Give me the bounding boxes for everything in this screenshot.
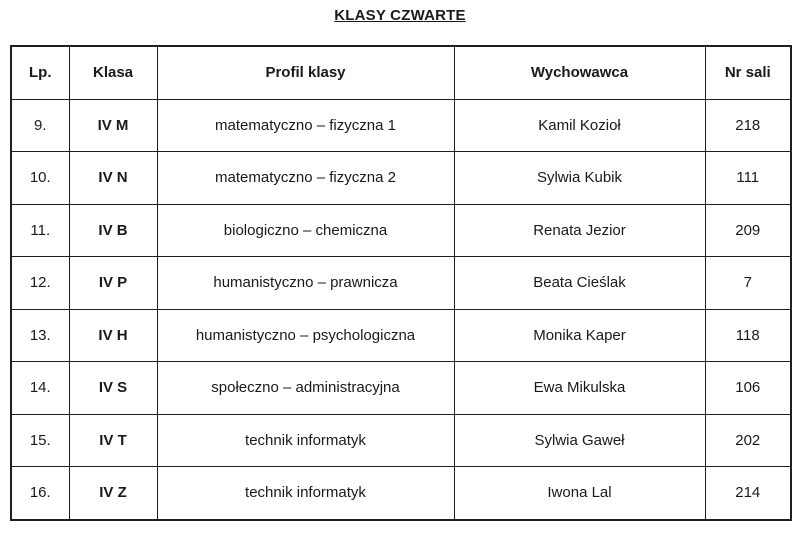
cell-wychowawca: Sylwia Gaweł bbox=[454, 414, 705, 467]
col-header-sala: Nr sali bbox=[705, 46, 791, 99]
col-header-lp: Lp. bbox=[11, 46, 69, 99]
cell-lp: 10. bbox=[11, 152, 69, 205]
col-header-klasa: Klasa bbox=[69, 46, 157, 99]
cell-lp: 13. bbox=[11, 309, 69, 362]
cell-profil: biologiczno – chemiczna bbox=[157, 204, 454, 257]
header-row bbox=[11, 46, 791, 99]
cell-lp: 9. bbox=[11, 99, 69, 152]
cell-lp: 11. bbox=[11, 204, 69, 257]
table-row bbox=[11, 152, 791, 205]
table-row bbox=[11, 467, 791, 520]
cell-sala: 209 bbox=[705, 204, 791, 257]
cell-klasa: IV H bbox=[69, 309, 157, 362]
cell-sala: 218 bbox=[705, 99, 791, 152]
table-row bbox=[11, 309, 791, 362]
cell-wychowawca: Renata Jezior bbox=[454, 204, 705, 257]
page-title: KLASY CZWARTE bbox=[334, 7, 466, 24]
cell-profil: humanistyczno – psychologiczna bbox=[157, 309, 454, 362]
table-body bbox=[11, 99, 791, 520]
cell-sala: 118 bbox=[705, 309, 791, 362]
cell-klasa: IV Z bbox=[69, 467, 157, 520]
cell-klasa: IV S bbox=[69, 362, 157, 415]
cell-profil: technik informatyk bbox=[157, 467, 454, 520]
cell-sala: 214 bbox=[705, 467, 791, 520]
cell-lp: 15. bbox=[11, 414, 69, 467]
cell-lp: 12. bbox=[11, 257, 69, 310]
cell-wychowawca: Iwona Lal bbox=[454, 467, 705, 520]
table-row bbox=[11, 99, 791, 152]
col-header-wychowawca: Wychowawca bbox=[454, 46, 705, 99]
cell-profil: humanistyczno – prawnicza bbox=[157, 257, 454, 310]
cell-sala: 106 bbox=[705, 362, 791, 415]
cell-sala: 111 bbox=[705, 152, 791, 205]
table-row bbox=[11, 414, 791, 467]
cell-wychowawca: Beata Cieślak bbox=[454, 257, 705, 310]
cell-wychowawca: Kamil Kozioł bbox=[454, 99, 705, 152]
cell-klasa: IV P bbox=[69, 257, 157, 310]
cell-profil: technik informatyk bbox=[157, 414, 454, 467]
cell-wychowawca: Sylwia Kubik bbox=[454, 152, 705, 205]
cell-profil: matematyczno – fizyczna 2 bbox=[157, 152, 454, 205]
cell-klasa: IV N bbox=[69, 152, 157, 205]
cell-wychowawca: Ewa Mikulska bbox=[454, 362, 705, 415]
classes-table bbox=[10, 45, 792, 521]
cell-wychowawca: Monika Kaper bbox=[454, 309, 705, 362]
cell-lp: 16. bbox=[11, 467, 69, 520]
col-header-profil: Profil klasy bbox=[157, 46, 454, 99]
cell-profil: społeczno – administracyjna bbox=[157, 362, 454, 415]
cell-lp: 14. bbox=[11, 362, 69, 415]
table-row bbox=[11, 257, 791, 310]
cell-klasa: IV M bbox=[69, 99, 157, 152]
table-row bbox=[11, 362, 791, 415]
table-row bbox=[11, 204, 791, 257]
cell-klasa: IV B bbox=[69, 204, 157, 257]
cell-sala: 202 bbox=[705, 414, 791, 467]
cell-klasa: IV T bbox=[69, 414, 157, 467]
cell-profil: matematyczno – fizyczna 1 bbox=[157, 99, 454, 152]
cell-sala: 7 bbox=[705, 257, 791, 310]
